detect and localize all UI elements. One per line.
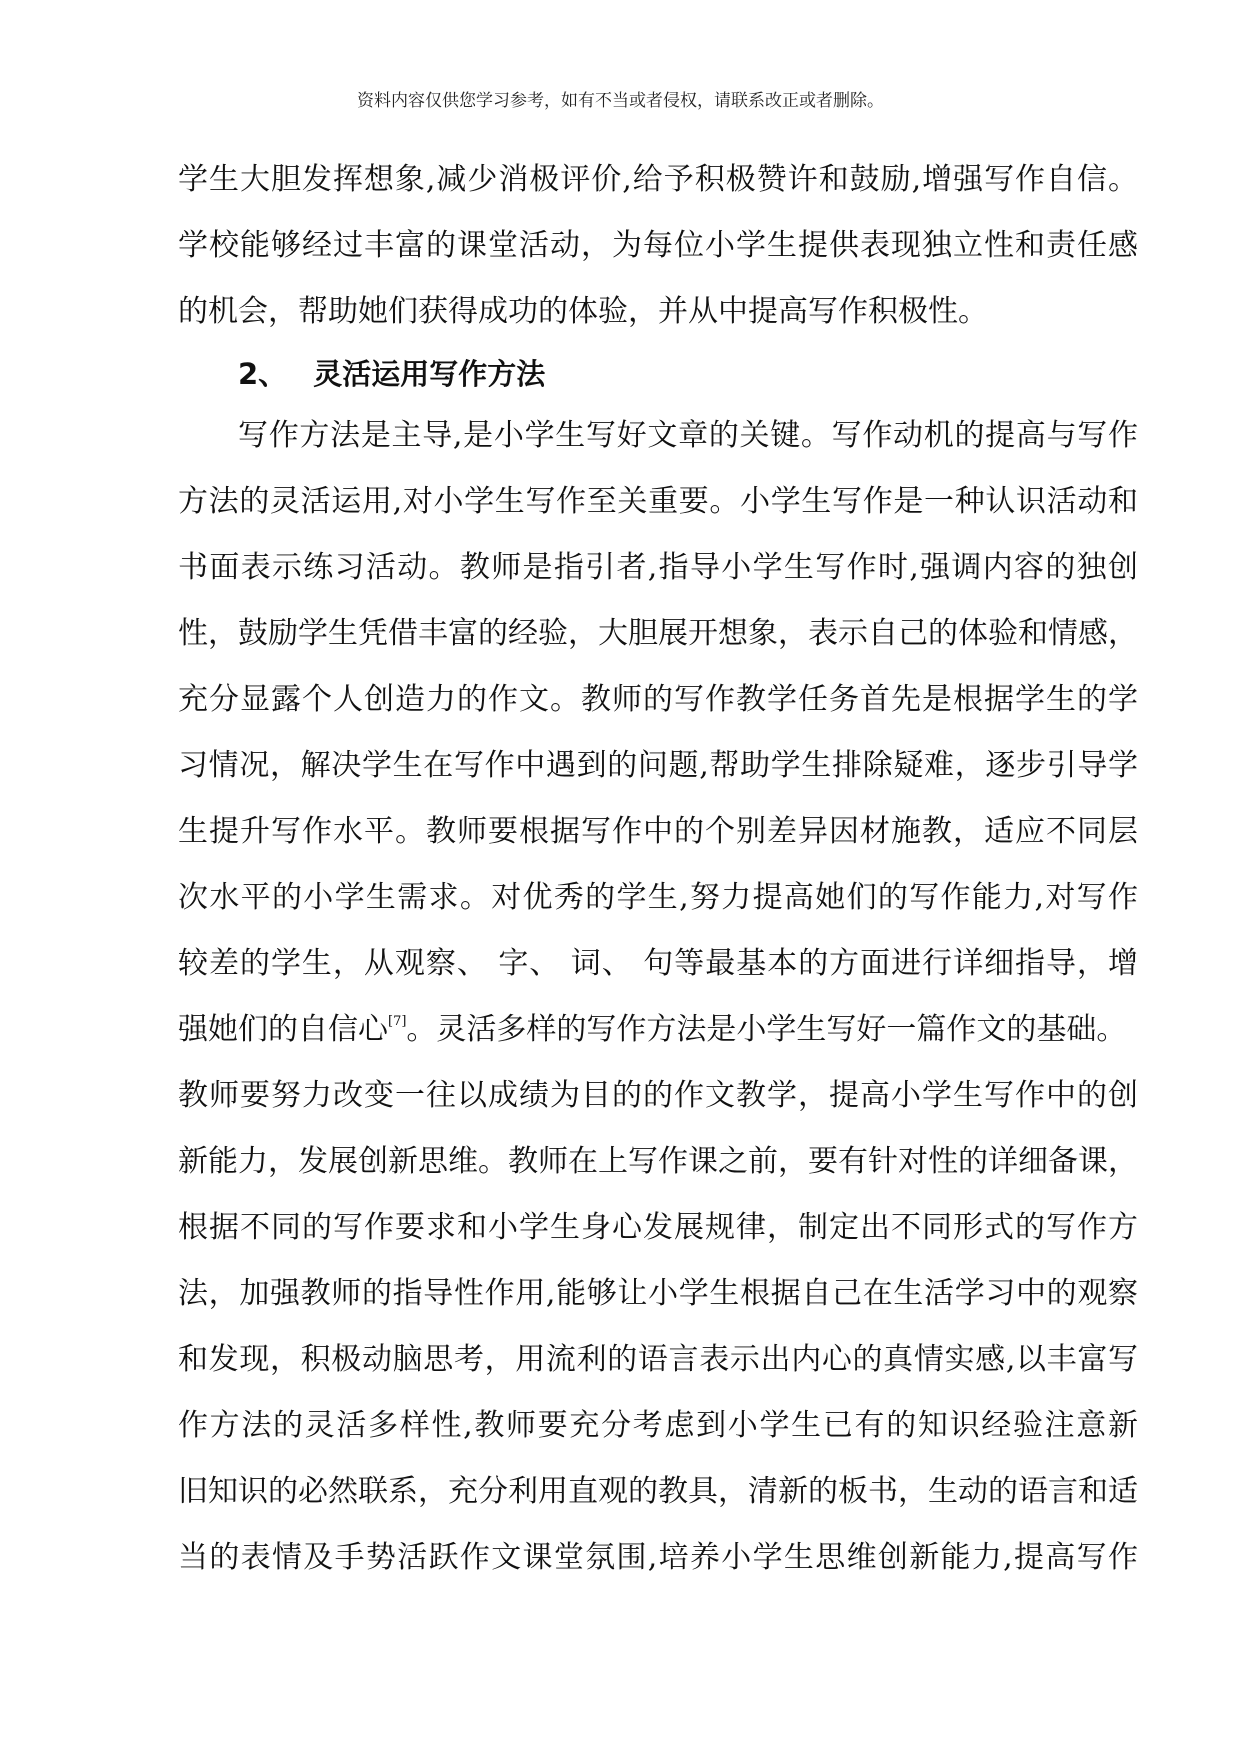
paragraph-line: 生提升写作水平。教师要根据写作中的个别差异因材施教，适应不同层	[178, 814, 1138, 849]
paragraph-line: 新能力，发展创新思维。教师在上写作课之前，要有针对性的详细备课，	[178, 1144, 1138, 1179]
paragraph-line: 和发现，积极动脑思考，用流利的语言表示出内心的真情实感,以丰富写	[178, 1342, 1138, 1377]
paragraph-line: 较差的学生，从观察、 字、 词、 句等最基本的方面进行详细指导，增	[178, 946, 1138, 981]
page-header-disclaimer: 资料内容仅供您学习参考，如有不当或者侵权，请联系改正或者删除。	[357, 91, 884, 111]
citation-text-before: 强她们的自信心	[178, 1012, 388, 1047]
paragraph-line-with-citation	[178, 1008, 1138, 1052]
paragraph-line: 作方法的灵活多样性,教师要充分考虑到小学生已有的知识经验注意新	[178, 1408, 1138, 1443]
paragraph-line: 书面表示练习活动。教师是指引者,指导小学生写作时,强调内容的独创	[178, 550, 1138, 585]
paragraph-line: 当的表情及手势活跃作文课堂氛围,培养小学生思维创新能力,提高写作	[178, 1540, 1138, 1575]
paragraph-line: 方法的灵活运用,对小学生写作至关重要。小学生写作是一种认识活动和	[178, 484, 1138, 519]
citation-reference: [7]	[388, 1014, 407, 1029]
paragraph-line: 根据不同的写作要求和小学生身心发展规律，制定出不同形式的写作方	[178, 1210, 1138, 1245]
paragraph-line: 写作方法是主导,是小学生写好文章的关键。写作动机的提高与写作	[238, 418, 1138, 453]
paragraph-line: 法，加强教师的指导性作用,能够让小学生根据自己在生活学习中的观察	[178, 1276, 1138, 1311]
paragraph-line: 学生大胆发挥想象,减少消极评价,给予积极赞许和鼓励,增强写作自信。	[178, 162, 1138, 197]
paragraph-line: 学校能够经过丰富的课堂活动，为每位小学生提供表现独立性和责任感	[178, 228, 1138, 263]
section-heading	[238, 352, 545, 396]
paragraph-line: 的机会，帮助她们获得成功的体验，并从中提高写作积极性。	[178, 294, 988, 329]
paragraph-line: 旧知识的必然联系，充分利用直观的教具，清新的板书，生动的语言和适	[178, 1474, 1138, 1509]
paragraph-line: 教师要努力改变一往以成绩为目的的作文教学，提高小学生写作中的创	[178, 1078, 1138, 1113]
citation-text-after: 。灵活多样的写作方法是小学生写好一篇作文的基础。	[406, 1012, 1127, 1047]
section-title: 灵活运用写作方法	[313, 357, 546, 391]
paragraph-line: 习情况，解决学生在写作中遇到的问题,帮助学生排除疑难，逐步引导学	[178, 748, 1138, 783]
paragraph-line: 次水平的小学生需求。对优秀的学生,努力提高她们的写作能力,对写作	[178, 880, 1138, 915]
section-number: 2、	[238, 357, 288, 391]
paragraph-line: 充分显露个人创造力的作文。教师的写作教学任务首先是根据学生的学	[178, 682, 1138, 717]
paragraph-line: 性，鼓励学生凭借丰富的经验，大胆展开想象，表示自己的体验和情感，	[178, 616, 1138, 651]
